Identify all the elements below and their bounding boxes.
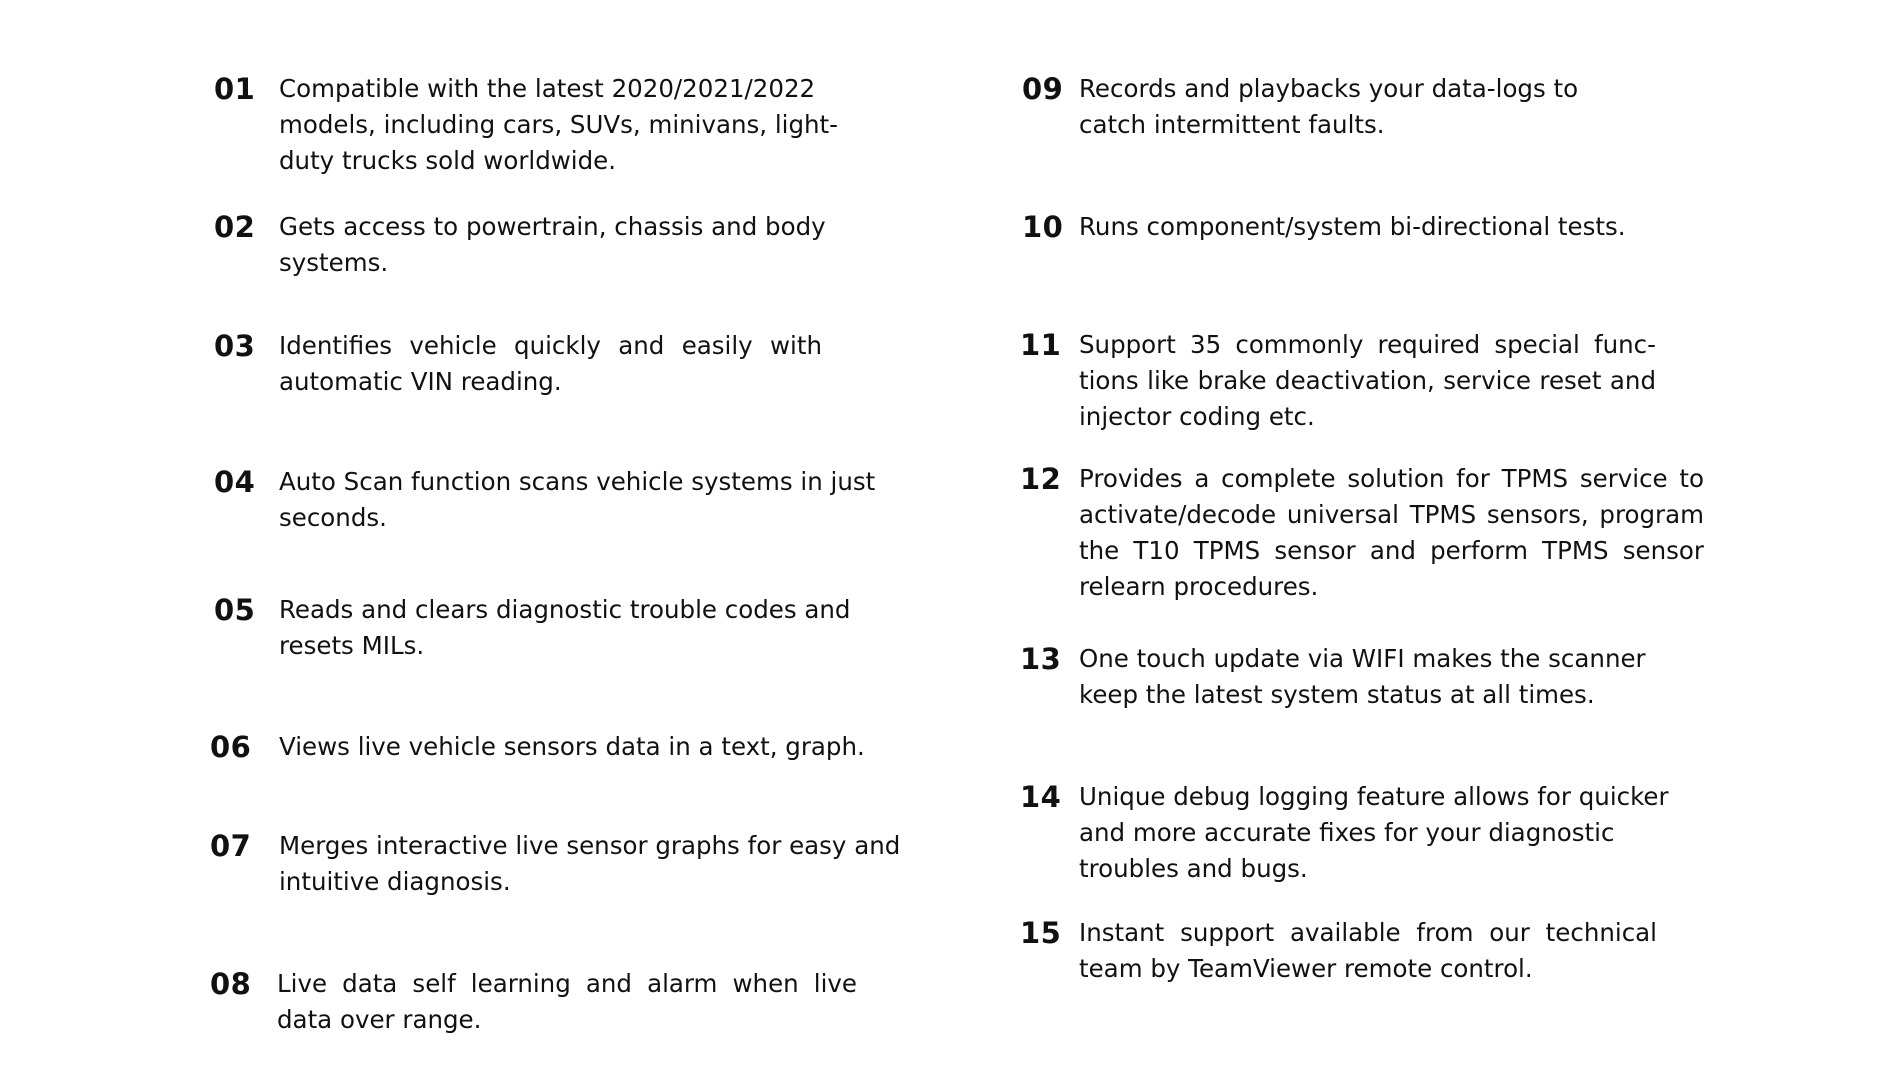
feature-number: 06 <box>210 730 252 764</box>
feature-number: 11 <box>1020 328 1062 362</box>
feature-number: 15 <box>1020 916 1062 950</box>
feature-text: Instant support available from our technical team by TeamViewer remote control. <box>1079 918 1657 983</box>
feature-text: Reads and clears diagnostic trouble codes and resets MILs. <box>279 595 851 660</box>
feature-text: Unique debug logging feature allows for quicker and more accurate fixes for your diagnostic troubles and bugs. <box>1079 782 1669 883</box>
feature-number: 04 <box>214 465 256 499</box>
feature-number: 09 <box>1022 72 1064 106</box>
feature-text: Views live vehicle sensors data in a text, graph. <box>279 732 865 761</box>
feature-number: 02 <box>214 210 256 244</box>
feature-text: Live data self learning and alarm when live data over range. <box>277 969 857 1034</box>
feature-number: 08 <box>210 967 252 1001</box>
feature-text: One touch update via WIFI makes the scanner keep the latest system status at all times. <box>1079 644 1646 709</box>
feature-text: Identifies vehicle quickly and easily with automatic VIN reading. <box>279 331 822 396</box>
feature-text: Provides a complete solution for TPMS service to activate/decode universal TPMS sensors, program the T10 TPMS sensor and perform TPMS sensor relearn procedures. <box>1079 464 1704 601</box>
feature-number: 12 <box>1020 462 1062 496</box>
feature-number: 03 <box>214 329 256 363</box>
feature-number: 05 <box>214 593 256 627</box>
feature-number: 13 <box>1020 642 1062 676</box>
feature-text: Runs component/system bi-directional tests. <box>1079 212 1626 241</box>
feature-text: Compatible with the latest 2020/2021/2022 models, including cars, SUVs, minivans, light-duty trucks sold worldwide. <box>279 74 839 175</box>
feature-text: Merges interactive live sensor graphs for easy and intuitive diagnosis. <box>279 831 901 896</box>
feature-text: Records and playbacks your data-logs to catch intermittent faults. <box>1079 74 1579 139</box>
feature-text: Gets access to powertrain, chassis and body systems. <box>279 212 826 277</box>
feature-number: 10 <box>1022 210 1064 244</box>
feature-number: 01 <box>214 72 256 106</box>
feature-text: Support 35 commonly required special func-tions like brake deactivation, service reset and injector coding etc. <box>1079 330 1656 431</box>
feature-number: 07 <box>210 829 252 863</box>
feature-number: 14 <box>1020 780 1062 814</box>
feature-text: Auto Scan function scans vehicle systems in just seconds. <box>279 467 876 532</box>
